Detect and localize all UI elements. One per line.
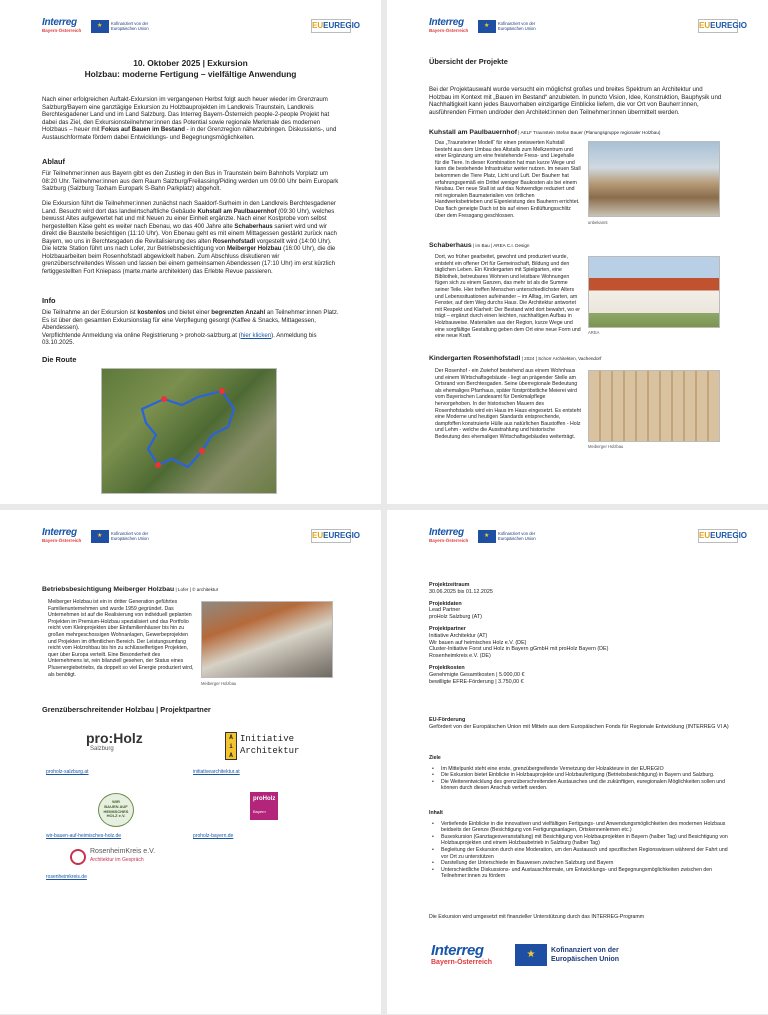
wir-bauen-logo: WIR BAUEN AUF HEIMISCHES HOLZ e.V. (98, 793, 134, 827)
big-eu-flag-icon: ★ (515, 944, 547, 966)
euregio-logo: EUEUREGIO (698, 529, 738, 543)
project-rosenhofstadl-title: Kindergarten Rosenhofstadl | 2024 | Schorr Architekten, Vachendorf (429, 355, 602, 362)
rosenheimkreis-logo: RosenheimKreis e.V. Architektur im Gespräch (70, 848, 180, 866)
project-schaberhaus-text: Dort, wo früher gearbeitet, gewohnt und produziert wurde, entsteht ein offener Ort für Gemeinschaft, Bildung und den täglichen Leben. Ein Kindergarten mit Spielgarten, eine Bibliothek, betreubares Wohnen und leistbare Wohnungen fügen sich zu einem Ganzen, das mehr ist als die Summe seiner Teile. Hier treffen Menschen unterschiedlichster Alters und Lebenssituationen aufeinander – im Alltag, im Garten, am Fenster, auf dem Weg durchs Haus. Die Architektur antwortet mit Respekt und Klarheit: Der Bestand wird dort bewahrt, wo er trägt – ergänzt durch einen leichten, nachhaltigen Aufbau in Holzbauweise. Materialien aus der Region, kurze Wege und eine sorgfältige Gestaltung geben dem Ort eine neue Form und eine neue Kraft. (435, 254, 581, 340)
page-header (387, 528, 768, 548)
proholz-bayern-link[interactable]: proholz-bayern.de (193, 833, 234, 839)
project-schaberhaus-title: Schaberhaus | im Bau | AREA C.I. Design (429, 242, 530, 249)
project-rosenhofstadl-text: Der Rosenhof - ein Zwiehof bestehend aus einem Wohnhaus und einem Wirtschaftsgebäude - liegt an prägender Stelle am Ortsrand von Berchtesgaden. Seine überregionale Bedeutung als ehemaliges Pfarrhaus, später fürstpröbstliche Meierei wird vom Bayerischen Landesamt für Denkmalpflege hervorgehoben. In der historischen Mauern des Rosenhofstadels wird ein Haus im Haus eingesetzt. Es entsteht eine Moderne und heutigen Standards entsprechende, dampfoffen konstruierte Hülle aus natürlichen Baustoffen - Holz und Lehm - welche die Ausstrahlung und historische Bedeutung des ehemaligen Wirtschaftsgebäudes weiterträgt. (435, 368, 581, 440)
project-facts: Projektzeitraum 30.06.2025 bis 01.12.2025 Projektdaten Lead Partner proHolz Salzburg (AT) Projektpartner Initiative Architektur (AT) Wir bauen auf heimisches Holz e.V. (DE) Cluster-Initiative Forst und Holz in Bayern gGmbH mit proHolz Bayern (DE) Rosenheimkreis e.V. (DE) Projektkosten Genehmigte Gesamtkosten | 5.000,00 € bewilligte EFRE-Förderung | 3.750,00 € (429, 582, 609, 685)
wir-bauen-link[interactable]: wir-bauen-auf-heimisches-holz.de (46, 833, 122, 839)
page-header (387, 18, 768, 38)
initiative-architektur-link[interactable]: initiativearchitektur.at (193, 769, 240, 775)
inhalt-item: • Begleitung der Exkursion durch eine Moderation, um den Austausch und spezifischen Regionswissen während der Fahrt und vor Ort zu unterstützen (429, 847, 729, 860)
kuhstall-photo (588, 141, 720, 217)
project-meiberger-text: Meiberger Holzbau ist ein in dritter Generation geführtes Familienunternehmen und wurde 1959 gegründet. Das Unternehmen ist auf die Realisierung von individuell geplanten Projekten im Premium-Holzbau spezialisiert und das Portfolio reicht vom Kleinprojekten über Einfamilienhäuser bis hin zu großen mehrgeschossigen Wohnanlagen, Gewerbeprojekten und Projekten im öffentlichen Bereich. Der Leistungsumfang reicht vom Holzrohbau bis hin zu schlüsselfertigen Projekten, quer über Europa verteilt. Eine Besonderheit des Unternehmens ist, rein bilanziell gesehen, der Status eines Plusenergiebetriebs, da doppelt so viel Energie produziert wird, als benötigt. (48, 599, 194, 678)
intro-paragraph: Nach einer erfolgreichen Auftakt-Exkursion im vergangenen Herbst folgt auch heuer wieder im Grenzraum Salzburg/Bayern eine ganztägige Exkursion zu Holzbauprojekten im Landkreis Traunstein, Landkreis Berchtesgadener Land und im Land Salzburg. Das Interreg Bayern-Österreich people-2-people Projekt hat dabei das Ziel, den Exkursionsteilnehmer:innen das Potential sowie regionale Merkmale des modernen Holzbaus – heuer mit Fokus auf Bauen im Bestand - in der Grenzregion näherzubringen. Diskussions-, und Austauschformate fördern dabei Entwicklungs- und Begegnungsmöglichkeiten. (42, 96, 337, 141)
page-1 (0, 0, 381, 504)
eu-cofinanced-text: Kofinanziert von der Europäischen Union (111, 531, 149, 541)
ablauf-paragraph-2: Die Exkursion führt die Teilnehmer:innen zunächst nach Saaldorf-Surheim in den Landkreis Berchtesgadener Land. Besucht wird dort das landwirtschaftliche Gebäude Kuhstall am Paulbauernhof (09:30 Uhr), welches bewusst Altes aufgewertet hat und mit Neuen zu einer Einheit ergänzte. Nach einer Kostprobe vom selbst hergestellten Käse geht es weiter nach Ebenau, wo das 400 Jahre alte Schaberhaus saniert wird und wir direkt die Baustelle besichtigen (11:10 Uhr). Von Ebenau geht es mit einem Mittagessen gestärkt zurück nach Bayern, wo uns in Berchtesgaden die Revitalisierung des alten Rosenhofstadl vorgestellt wird (14:00 Uhr). Die letzte Station führt uns nach Lofer, zur Betriebsbesichtigung von Meiberger Holzbau (16:00 Uhr), die die Holzbauarbeiten beim Rosenhofstadl abgewickelt haben. Zum Abschluss diskutieren wir grenzüberschreitendes Wissen und lassen bei einem gemeinsamen Abendessen (17:10 Uhr) im erst kürzlich fertiggestellten Fort Kniepass (marte.marte architekten) das Erlebte Revue passieren. (42, 200, 337, 275)
big-eu-text: Kofinanziert von der Europäischen Union (551, 947, 620, 963)
info-paragraph: Die Teilnahme an der Exkursion ist kostenlos und bietet einer begrenzten Anzahl an Teilnehmer:innen Platz. Es ist über den gesamten Exkursionstag für eine Verpflegung gesorgt (Kaffee & Snacks, Mittagessen, Abendessen). Verpflichtende Anmeldung via online Registrierung > proholz-salzburg.at (hier klicken). Anmeldung bis 03.10.2025. (42, 309, 339, 346)
proholz-salzburg-logo: pro:Holz Salzburg (86, 730, 143, 752)
page-header (0, 18, 381, 38)
ziele-item: • Im Mittelpunkt steht eine erste, grenzübergreifende Vernetzung der Holzakteure in der EUREGIO (429, 766, 729, 773)
page-title: Holzbau: moderne Fertigung – vielfältige Anwendung (84, 69, 297, 79)
overview-heading: Übersicht der Projekte (429, 57, 508, 66)
interreg-logo: Interreg Bayern-Österreich (429, 17, 469, 33)
eu-cofinanced-text: Kofinanziert von der Europäischen Union (498, 531, 536, 541)
euregio-logo: EUEUREGIO (311, 19, 351, 33)
project-meiberger-title: Betriebsbesichtigung Meiberger Holzbau | Lofer | © architektur (42, 586, 219, 593)
eu-flag-icon: ★ (478, 530, 496, 543)
ablauf-paragraph-1: Für Teilnehmer:innen aus Bayern gibt es den Zustieg in den Bus in Traunstein beim Bahnhofs Vorplatz um 08:20 Uhr. Teilnehmer:innen aus dem Raum Salzburg/Freilassing/Piding werden um 09:00 Uhr beim Europark Salzburg (Salzburg Taxham Europark S-Bahn Parkplatz) abgeholt. (42, 170, 339, 192)
rosenhofstadl-photo (588, 370, 720, 442)
page-header (0, 528, 381, 548)
page-4 (387, 510, 768, 1014)
page-title-date: 10. Oktober 2025 | Exkursion (133, 58, 248, 68)
page-2: Interreg Bayern-Österreich ★ Kofinanziert von der Europäischen Union EUEUREGIO Übersicht der Projekte Bei der Projektauswahl wurde versucht ein möglichst großes und breites Spektrum an Architektur und Holzbau im Kontext mit „Bauen im Bestand“ anzubieten. In puncto Vision, Idee, Konstruktion, Bauphysik und Nachhaltigkeit kann jedes Bauvorhaben einzigartige Einblicke liefern, die vor Ort von Bauherr:innen, ausführenden Firmen und/oder den Architekt:innen den Teilnehmer:innen übermittelt werden. Kuhstall am Paulbauernhof | AELF Traunstein Stefan Bauer (Planungsgruppe regionaler Holzbau) Das „Traunsteiner Modell“ für einen preiswerten Kuhstall besteht aus dem Umbau des Altstalls zum Melkzentrum und einer Ergänzung um eine freistehende Fress- und Liegehalle für die Tiere. In dieser Kombination hat man kurze Wege und kann die bestehende Infrastruktur weiter nutzen. Im neuen Stall bekommen die Tiere Platz, Licht und Luft. Der Bauherr hat erfahrungsgemäß ein Drittel weniger Baukosten als bei einem Neubau. Der neue Stall ist auf das Notwendige reduziert und mit regionalen Baumaterialien von örtlichen Handwerksbetrieben und Eigenleistung des Bauherrn errichtet. Das flach geneigte Dach ist bis auf einen Entlüftungsschlitz über dem Fressgang geschlossen. unbekannt Schaberhaus | im Bau | AREA C.I. Design Dort, wo früher gearbeitet, gewohnt und produziert wurde, entsteht ein offener Ort für Gemeinschaft, Bildung und den täglichen Leben. Ein Kindergarten mit Spielgarten, eine Bibliothek, betreubares Wohnen und leistbare Wohnungen fügen sich zu einem Ganzen, das mehr ist als die Summe seiner Teile. Hier treffen Menschen unterschiedlichster Alters und Lebenssituationen aufeinander – im Alltag, im Garten, am Fenster, auf dem Weg durchs Haus. Die Architektur antwortet mit Respekt und Klarheit: Der Bestand wird dort bewahrt, wo er trägt – ergänzt durch einen leichten, nachhaltigen Aufbau in Holzbauweise. Materialien aus der Region, kurze Wege und eine sorgfältige Gestaltung geben dem Ort eine neue Form und eine neue Kraft. AREA Kindergarten Rosenhofstadl | 2024 | Schorr Architekten, Vachendorf Der Rosenhof - ein Zwiehof bestehend aus einem Wohnhaus und einem Wirtschaftsgebäude - liegt an prägender Stelle am Ortsrand von Berchtesgaden. Seine überregionale Bedeutung als ehemaliges Pfarrhaus, später fürstpröbstliche Meierei wird vom Bayerischen Landesamt für Denkmalpflege hervorgehoben. In der historischen Mauern des Rosenhofstadels wird ein Haus im Haus eingesetzt. Es entsteht eine Moderne und heutigen Standards entsprechende, dampfoffen konstruierte Hülle aus natürlichen Baustoffen - Holz und Lehm - welche die Ausstrahlung und historische Bedeutung des ehemaligen Wirtschaftsgebäudes weiterträgt. Meiberger Holzbau (387, 0, 768, 504)
inhalt-section: Inhalt • Vertiefende Einblicke in die innovativen und vielfältigen Fertigungs- und Anwendungsmöglichkeiten des modernen Holzbaus beidseits der Grenze (Besichtigung von Fertigungsanlagen, Ortskennenlernen etc.) • Busexkursion (Ganztagesveranstaltung) mit Besichtigung von Holzbauprojekten in Bayern (halber Tag) und Besichtigung von Holzbauprojekten und einem Holzbaubetrieb in Salzburg (halber Tag) • Begleitung der Exkursion durch eine Moderation, um den Austausch und spezifischen Regionswissen während der Fahrt und vor Ort zu unterstützen • Darstellung der Unterschiede im Bauwesen zwischen Salzburg und Bayern • Unterschiedliche Diskussions- und Austauschformate, um Entwicklungs- und Begegnungsmöglichkeiten zwischen den Teilnehmer:innen zu fördern (429, 810, 729, 880)
interreg-logo: Interreg Bayern-Österreich (429, 527, 469, 543)
euregio-logo: EUEUREGIO (698, 19, 738, 33)
rosenheimkreis-link[interactable]: rosenheimkreis.de (46, 874, 87, 880)
project-kuhstall-title: Kuhstall am Paulbauernhof | AELF Traunstein Stefan Bauer (Planungsgruppe regionaler Holzbau) (429, 129, 661, 136)
ablauf-heading: Ablauf (42, 157, 65, 166)
ziele-item: • Die Weiterentwicklung des grenzüberschreitenden Austausches und die zukünftigen, euregionalen Möglichkeiten sollen und können durch diesen Anschub vertieft werden. (429, 779, 729, 792)
eu-flag-icon: ★ (91, 20, 109, 33)
big-interreg-logo: Interreg Bayern-Österreich (431, 942, 493, 966)
inhalt-item: • Unterschiedliche Diskussions- und Austauschformate, um Entwicklungs- und Begegnungsmöglichkeiten zwischen den Teilnehmer:innen zu fördern (429, 867, 729, 880)
eu-cofinanced-text: Kofinanziert von der Europäischen Union (498, 21, 536, 31)
route-map (101, 368, 277, 494)
route-heading: Die Route (42, 355, 77, 364)
project-kuhstall-text: Das „Traunsteiner Modell“ für einen preiswerten Kuhstall besteht aus dem Umbau des Altstalls zum Melkzentrum und einer Ergänzung um eine freistehende Fress- und Liegehalle für die Tiere. In dieser Kombination hat man kurze Wege und kann die bestehende Infrastruktur weiter nutzen. Im neuen Stall bekommen die Tiere Platz, Licht und Luft. Der Bauherr hat erfahrungsgemäß ein Drittel weniger Baukosten als bei einem Neubau. Der neue Stall ist auf das Notwendige reduziert und mit regionalen Baumaterialien von örtlichen Handwerksbetrieben und Eigenleistung des Bauherrn errichtet. Das flach geneigte Dach ist bis auf einen Entlüftungsschlitz über dem Fressgang geschlossen. (435, 140, 581, 219)
proholz-salzburg-link[interactable]: proholz-salzburg.at (46, 769, 89, 775)
footer-text: Die Exkursion wird umgesetzt mit finanzieller Unterstützung durch das INTERREG-Programm (429, 914, 645, 920)
euregio-logo: EUEUREGIO (311, 529, 351, 543)
initiative-architektur-logo: A i A Initiative Architektur (225, 732, 315, 760)
proholz-bayern-logo: proHolz Bayern (250, 792, 278, 820)
interreg-logo: Interreg Bayern-Österreich (42, 17, 82, 33)
info-heading: Info (42, 296, 56, 305)
page-3: Interreg Bayern-Österreich ★ Kofinanziert von der Europäischen Union EUEUREGIO Betriebsbesichtigung Meiberger Holzbau | Lofer | © architektur Meiberger Holzbau ist ein in dritter Generation geführtes Familienunternehmen und wurde 1959 gegründet. Das Unternehmen ist auf die Realisierung von individuell geplanten Projekten im Premium-Holzbau spezialisiert und das Portfolio reicht vom Kleinprojekten über Einfamilienhäuser bis hin zu großen mehrgeschossigen Wohnanlagen, Gewerbeprojekten und Projekten im öffentlichen Bereich. Der Leistungsumfang reicht vom Holzrohbau bis hin zu schlüsselfertigen Projekten, quer über Europa verteilt. Eine Besonderheit des Unternehmens ist, rein bilanziell gesehen, der Status eines Plusenergiebetriebs, da doppelt so viel Energie produziert wird, als benötigt. Meiberger Holzbau Grenzüberschreitender Holzbau | Projektpartner pro:Holz Salzburg proholz-salzburg.at A i A Initiative Architektur initiativearchitektur.at WIR BAUEN AUF HEIMISCHES HOLZ e.V. wir-bauen-auf-heimisches-holz.de proHolz Bayern proholz-bayern.de RosenheimKreis e.V. Architektur im Gespräch rosenheimkreis.de (0, 510, 381, 1014)
eu-cofinanced-text: Kofinanziert von der Europäischen Union (111, 21, 149, 31)
inhalt-item: • Busexkursion (Ganztagesveranstaltung) mit Besichtigung von Holzbauprojekten in Bayern (halber Tag) und Besichtigung von Holzbauprojekten und einem Holzbaubetrieb in Salzburg (halber Tag) (429, 834, 729, 847)
rosenheimkreis-icon (70, 849, 86, 865)
partners-heading: Grenzüberschreitender Holzbau | Projektpartner (42, 705, 211, 714)
overview-intro: Bei der Projektauswahl wurde versucht ein möglichst großes und breites Spektrum an Architektur und Holzbau im Kontext mit „Bauen im Bestand“ anzubieten. In puncto Vision, Idee, Konstruktion, Bauphysik und Nachhaltigkeit kann jedes Bauvorhaben einzigartige Einblicke liefern, die vor Ort von Bauherr:innen, ausführenden Firmen und/oder den Architekt:innen den Teilnehmer:innen übermittelt werden. (429, 86, 722, 116)
eu-foerderung-section: EU-Förderung Gefördert von der Europäischen Union mit Mitteln aus dem Europäischen Fonds für Regionale Entwicklung (INTERREG VI A) (429, 717, 729, 730)
schaberhaus-photo (588, 256, 720, 328)
eu-flag-icon: ★ (478, 20, 496, 33)
interreg-logo: Interreg Bayern-Österreich (42, 527, 82, 543)
register-link[interactable]: hier klicken (240, 331, 272, 339)
meiberger-photo (201, 601, 333, 678)
inhalt-item: • Darstellung der Unterschiede im Bauwesen zwischen Salzburg und Bayern (429, 860, 729, 867)
route-path-icon (102, 369, 278, 495)
ziele-item: • Die Exkursion bietet Einblicke in Holzbauprojekte und Holzbaufertigung (Betriebsbesichtigung) in Bayern und Salzburg. (429, 772, 729, 779)
inhalt-item: • Vertiefende Einblicke in die innovativen und vielfältigen Fertigungs- und Anwendungsmöglichkeiten des modernen Holzbaus beidseits der Grenze (Besichtigung von Fertigungsanlagen, Ortskennenlernen etc.) (429, 821, 729, 834)
ziele-section: Ziele • Im Mittelpunkt steht eine erste, grenzübergreifende Vernetzung der Holzakteure in der EUREGIO • Die Exkursion bietet Einblicke in Holzbauprojekte und Holzbaufertigung (Betriebsbesichtigung) in Bayern und Salzburg. • Die Weiterentwicklung des grenzüberschreitenden Austausches und die zukünftigen, euregionalen Möglichkeiten sollen und können durch diesen Anschub vertieft werden. (429, 755, 729, 792)
eu-flag-icon: ★ (91, 530, 109, 543)
